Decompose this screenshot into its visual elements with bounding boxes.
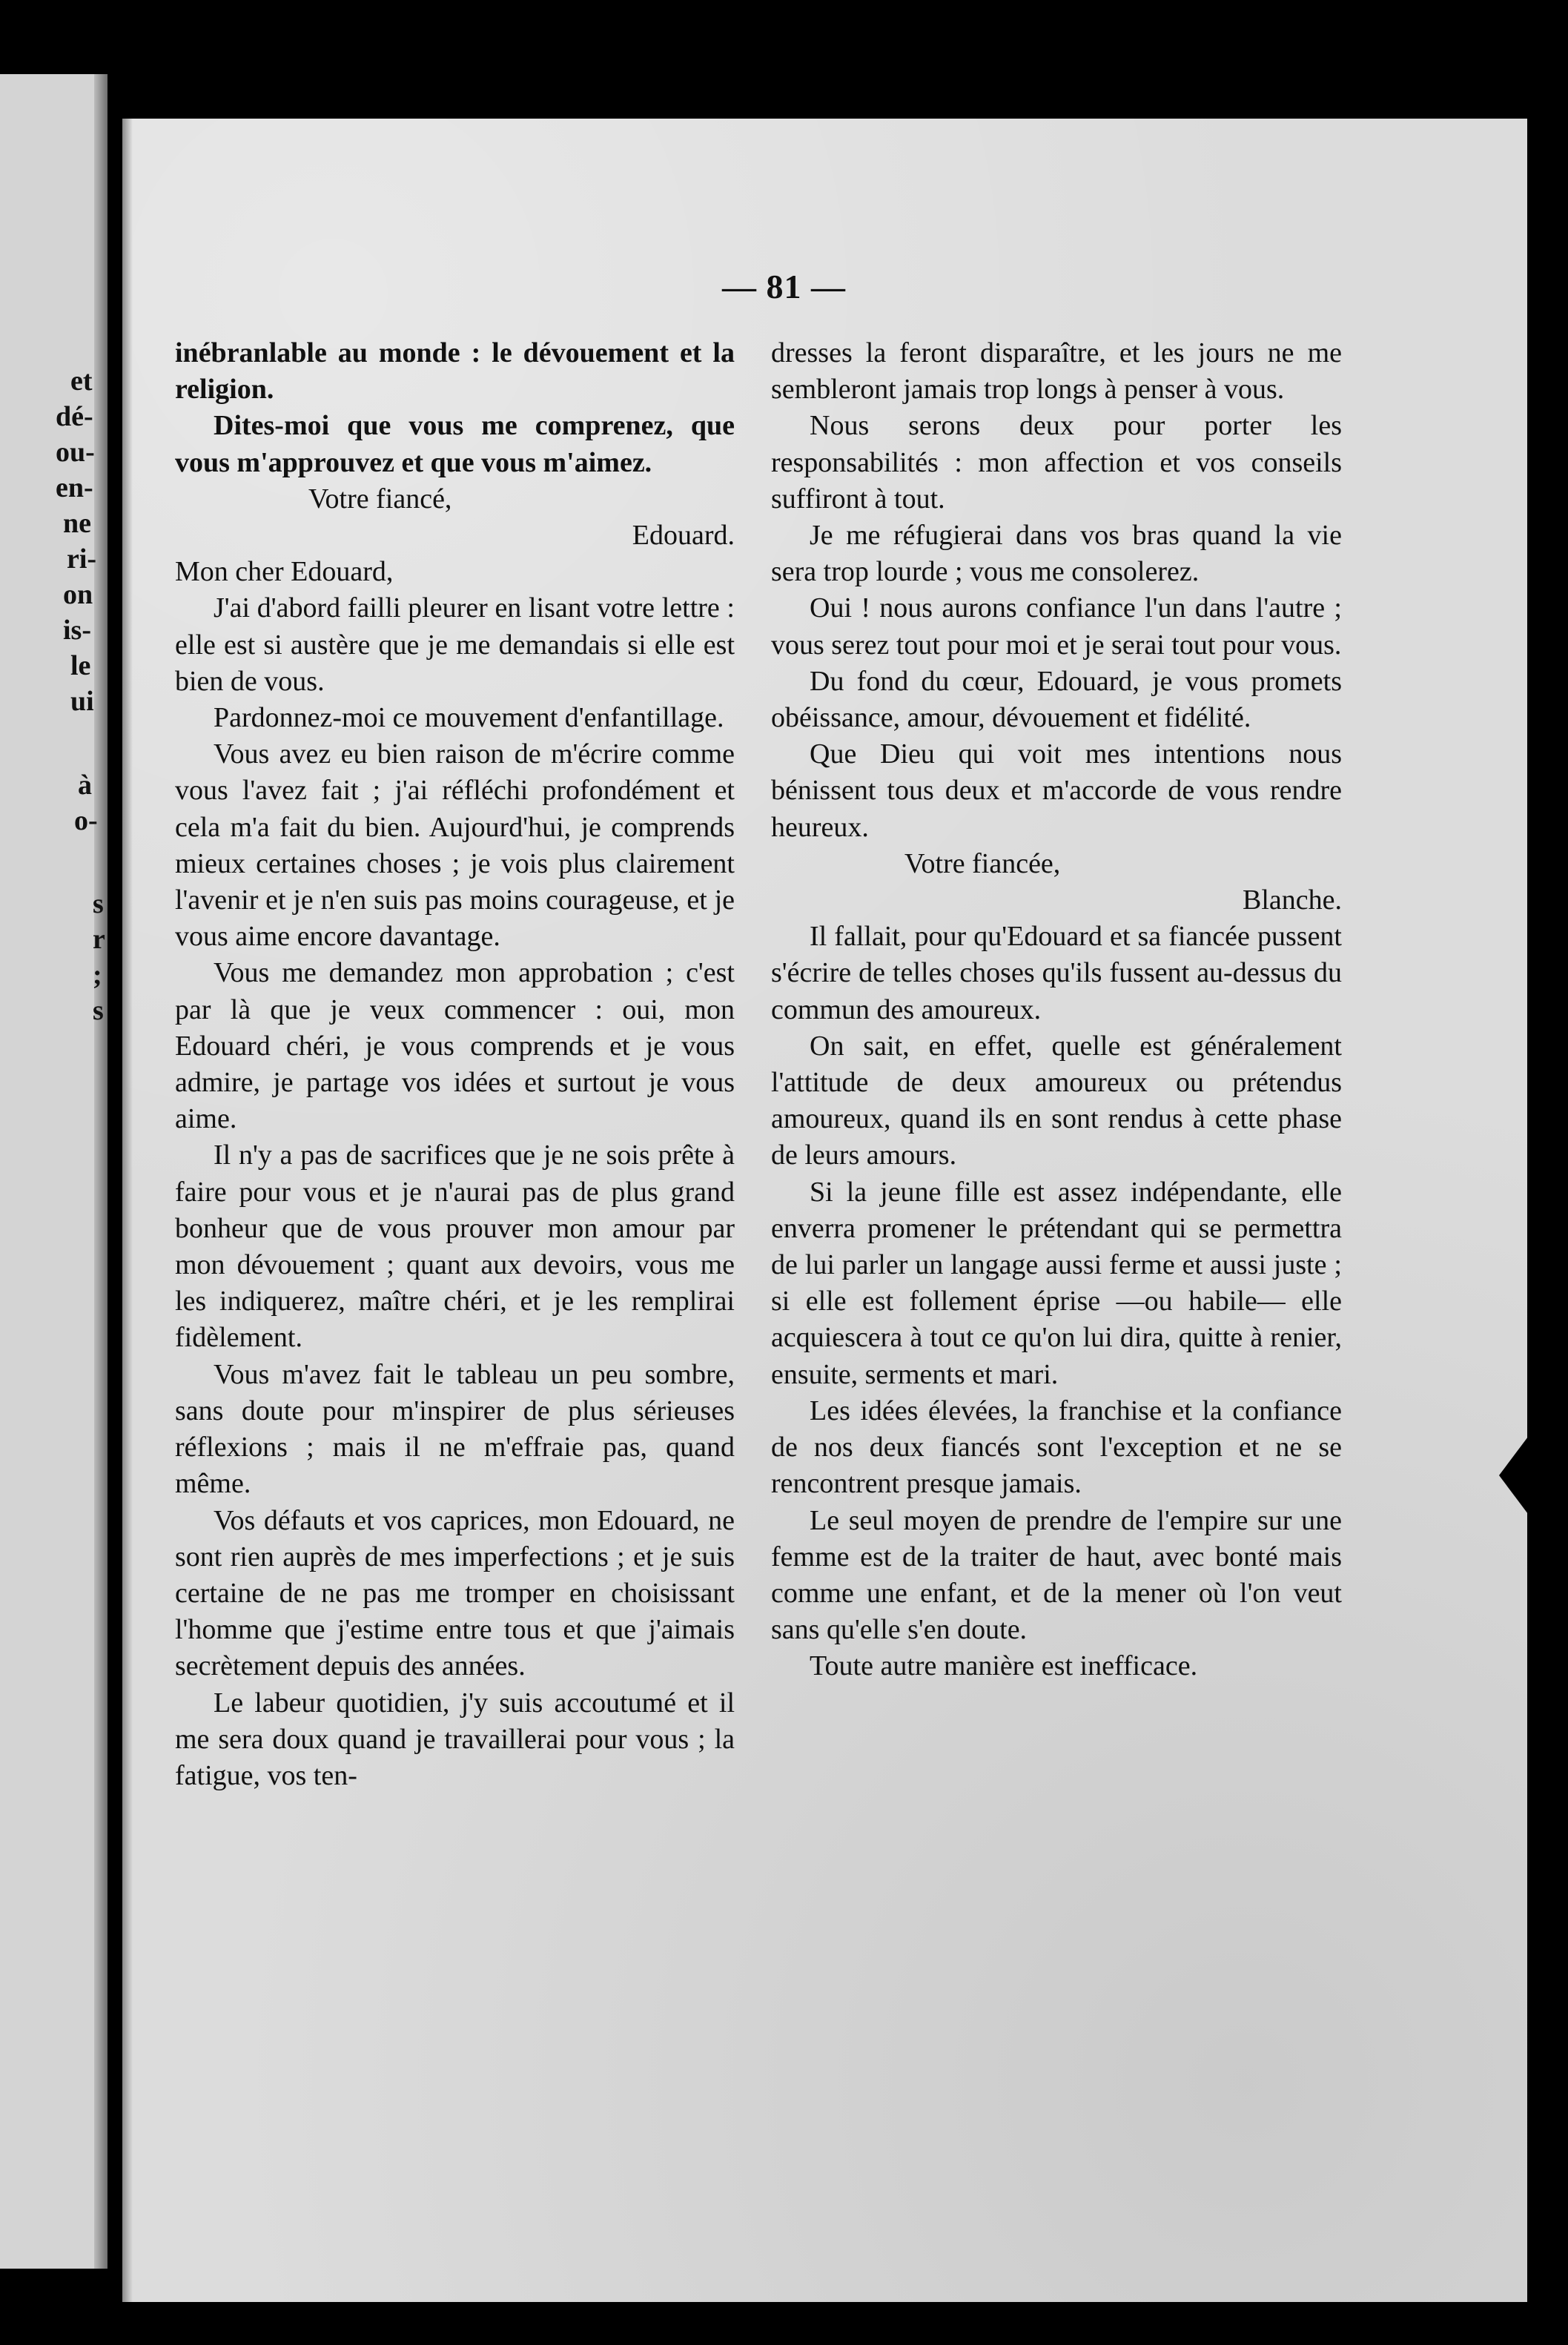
paragraph: On sait, en effet, quelle est généralement l'attitude de deux amoureux ou prétendus amoureux, quand ils en sont rendus à cette phase de leurs amours. (771, 1030, 1342, 1171)
previous-page-fragment: o- (74, 805, 98, 836)
previous-page-fragment: ou- (56, 437, 95, 468)
signature-name: Edouard. (632, 520, 735, 552)
page-number: — 81 — (722, 268, 846, 305)
signature-closing: Votre fiancée, (904, 847, 1061, 879)
previous-page-fragment: is- (63, 615, 91, 646)
previous-page-fragment: ri- (67, 543, 97, 575)
previous-page-fragment: ; (93, 959, 102, 990)
paragraph: Toute autre manière est inefficace. (810, 1650, 1198, 1682)
previous-page-fragment: et (70, 366, 93, 397)
previous-page-fragment: on (63, 579, 93, 610)
signature-closing: Votre fiancé, (308, 483, 452, 515)
right-column (771, 335, 1342, 1685)
previous-page-fragment: s (93, 995, 104, 1026)
paragraph: J'ai d'abord failli pleurer en lisant votre lettre : elle est si austère que je me demandais si elle est bien de vous. (175, 592, 735, 697)
salutation: Mon cher Edouard, (175, 556, 394, 588)
paragraph: Le labeur quotidien, j'y suis accoutumé et il me sera doux quand je travaillerai pour vous ; la fatigue, vos ten- (175, 1687, 735, 1791)
previous-page-fragment: à (78, 770, 92, 801)
previous-page-fragment: r (93, 924, 105, 955)
paragraph: Le seul moyen de prendre de l'empire sur une femme est de la traiter de haut, avec bonté mais comme une enfant, et de la mener où l'on veut sans qu'elle s'en doute. (771, 1504, 1342, 1646)
previous-page-fragment: ui (70, 686, 94, 717)
previous-page-fragment: s (93, 888, 104, 919)
paragraph: Il n'y a pas de sacrifices que je ne sois prête à faire pour vous et je n'aurai pas de plus grand bonheur que de vous prouver mon amour par mon dévouement ; quant aux devoirs, vous me les indiquerez, maître chéri, et je les remplirai fidèlement. (175, 1140, 735, 1354)
paragraph: dresses la feront disparaître, et les jours ne me sembleront jamais trop longs à penser à vous. (771, 337, 1342, 406)
paragraph: Il fallait, pour qu'Edouard et sa fiancée pussent s'écrire de telles choses qu'ils fussent au-dessus du commun des amoureux. (771, 921, 1342, 1025)
paragraph: Pardonnez-moi ce mouvement d'enfantillage. (214, 702, 724, 734)
previous-page-fragment: le (70, 650, 91, 681)
previous-page-fragment: en- (56, 472, 93, 503)
paragraph: Vous avez eu bien raison de m'écrire comme vous l'avez fait ; j'ai réfléchi profondément et cela m'a fait du bien. Aujourd'hui, je comprends mieux certaines choses ; je vois plus clairement l'avenir et je n'en suis pas moins courageuse, et je vous aime encore davantage. (175, 738, 735, 953)
paragraph: Oui ! nous aurons confiance l'un dans l'autre ; vous serez tout pour moi et je serai tout pour vous. (771, 592, 1342, 661)
previous-page-fragment: ne (63, 508, 91, 539)
paragraph: Dites-moi que vous me comprenez, que vous m'approuvez et que vous m'aimez. (175, 410, 735, 478)
left-column (175, 335, 735, 1794)
book-gutter (94, 74, 107, 2269)
page-binding-shadow (122, 119, 133, 2302)
paragraph: Du fond du cœur, Edouard, je vous promets obéissance, amour, dévouement et fidélité. (771, 665, 1342, 734)
page-tear (1499, 1431, 1532, 1520)
paragraph: Les idées élevées, la franchise et la confiance de nos deux fiancés sont l'exception et ne se rencontrent presque jamais. (771, 1395, 1342, 1500)
paragraph: Vos défauts et vos caprices, mon Edouard, ne sont rien auprès de mes imperfections ; et je suis certaine de ne pas me tromper en choisissant l'homme que j'estime entre tous et que j'aimais secrètement depuis des années. (175, 1504, 735, 1682)
paragraph: Vous me demandez mon approbation ; c'est par là que je veux commencer : oui, mon Edouard chéri, je vous comprends et je vous admire, je partage vos idées et surtout je vous aime. (175, 957, 735, 1135)
previous-page-fragment: dé- (56, 401, 93, 432)
signature-name: Blanche. (1242, 884, 1342, 916)
paragraph: Si la jeune fille est assez indépendante, elle enverra promener le prétendant qui se permettra de lui parler un langage aussi ferme et aussi juste ; si elle est follement éprise —ou habile— elle acquiescera à tout ce qu'on lui dira, quitte à renier, ensuite, serments et mari. (771, 1176, 1342, 1390)
paragraph: Que Dieu qui voit mes intentions nous bénissent tous deux et m'accorde de vous rendre heureux. (771, 738, 1342, 843)
paragraph: Je me réfugierai dans vos bras quand la vie sera trop lourde ; vous me consolerez. (771, 520, 1342, 588)
paragraph: Nous serons deux pour porter les responsabilités : mon affection et vos conseils suffiront à tout. (771, 410, 1342, 515)
paragraph: Vous m'avez fait le tableau un peu sombre, sans doute pour m'inspirer de plus sérieuses réflexions ; mais il ne m'effraie pas, quand même. (175, 1358, 735, 1500)
paragraph: inébranlable au monde : le dévouement et la religion. (175, 337, 735, 406)
